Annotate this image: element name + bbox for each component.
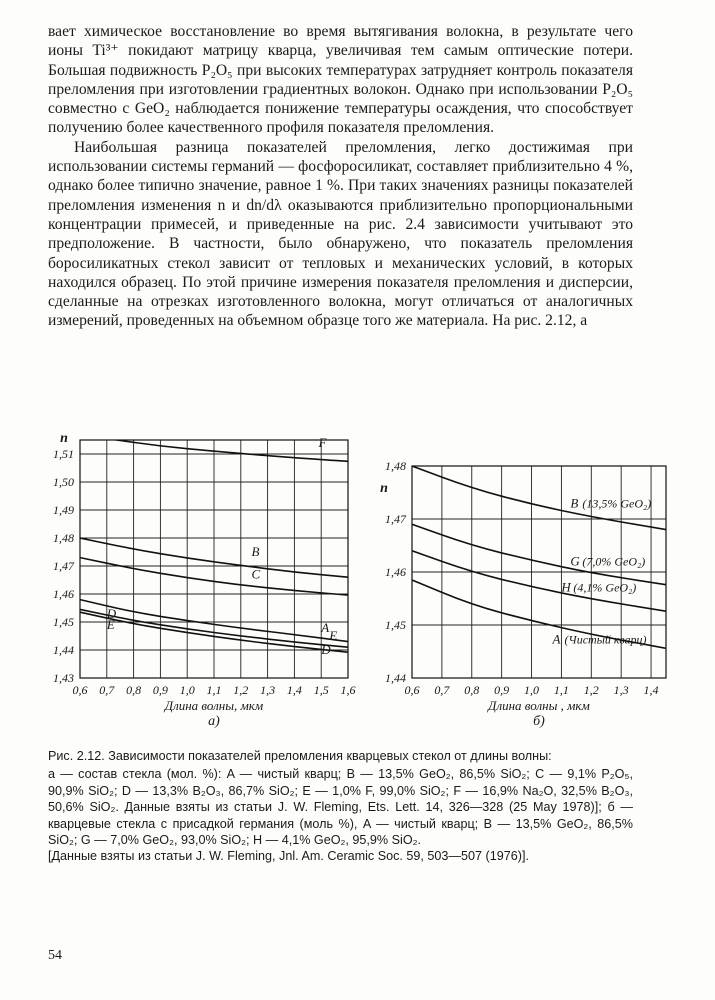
y-axis-label: n: [60, 431, 68, 446]
series-label-C: C: [251, 566, 261, 582]
y-tick-label: 1,51: [53, 447, 74, 461]
x-tick-label: 0,7: [99, 683, 115, 697]
series-label-B: B: [251, 544, 260, 560]
series-annotation-B: (13,5% GeO₂): [582, 496, 652, 511]
x-tick-label: 0,9: [152, 683, 168, 697]
series-label-E-left: E: [106, 617, 115, 632]
series-label-B: B: [570, 495, 579, 511]
x-tick-label: 1,4: [286, 683, 302, 697]
chart-b: [370, 428, 670, 738]
y-tick-label: 1,48: [53, 531, 74, 545]
y-tick-label: 1,47: [53, 559, 74, 573]
series-label-D-left: D: [106, 605, 117, 621]
panel-label: а): [208, 714, 220, 729]
x-tick-label: 0,7: [434, 683, 450, 697]
x-tick-label: 0,8: [464, 683, 480, 697]
x-tick-label: 1,3: [613, 683, 629, 697]
x-tick-label: 1,2: [233, 683, 249, 697]
x-tick-label: 1,5: [313, 683, 329, 697]
series-label-F: F: [318, 435, 327, 450]
y-axis-label: n: [380, 481, 388, 496]
x-tick-label: 0,8: [126, 683, 142, 697]
y-tick-label: 1,47: [385, 512, 406, 526]
x-tick-label: 0,6: [72, 683, 88, 697]
x-tick-label: 1,6: [340, 683, 356, 697]
figure-caption: [48, 748, 633, 865]
series-line-F: [107, 439, 348, 462]
x-tick-label: 1,4: [643, 683, 659, 697]
series-label-A: A: [321, 619, 330, 635]
caption-title: Рис. 2.12. Зависимости показателей преломления кварцевых стекол от длины волны:: [48, 749, 552, 763]
series-annotation-G: (7,0% GeO₂): [582, 554, 646, 569]
chart-a: [0, 428, 360, 738]
body-text: [48, 22, 633, 331]
figure-2-12: [0, 428, 715, 748]
x-axis-label: Длина волны , мкм: [488, 698, 590, 713]
caption-text: а — состав стекла (мол. %): A — чистый кварц; B — 13,5% GeO₂, 86,5% SiO₂; C — 9,1% P₂O₅, 90,9% SiO₂; D — 13,3% B₂O₃, 86,7% SiO₂; E — 1,0% F, 99,0% SiO₂; F — 16,9% Na₂O, 32,5% B₂O₃, 50,6% SiO₂. Данные взяты из статьи J. W. Fleming, Ets. Lett. 14, 326—328 (25 May 1978)]; б — кварцевые стекла с присадкой германия (моль %), A — чистый кварц; B — 13,5% GeO₂, 86,5% SiO₂; G — 7,0% GeO₂, 93,0% SiO₂; H — 4,1% GeO₂, 95,9% SiO₂.: [48, 767, 633, 848]
y-tick-label: 1,49: [53, 503, 74, 517]
x-axis-label: Длина волны, мкм: [164, 698, 264, 713]
y-tick-label: 1,44: [385, 671, 406, 685]
y-tick-label: 1,44: [53, 643, 74, 657]
y-tick-label: 1,46: [53, 587, 74, 601]
series-label-D: D: [321, 642, 331, 658]
x-tick-label: 1,1: [553, 683, 569, 697]
series-annotation-A: (Чистый кварц): [564, 632, 647, 647]
x-tick-label: 1,2: [583, 683, 599, 697]
panel-label: б): [533, 714, 545, 729]
x-tick-label: 0,6: [404, 683, 420, 697]
x-tick-label: 1,3: [260, 683, 276, 697]
x-tick-label: 1,1: [206, 683, 222, 697]
series-label-A: A: [552, 631, 561, 647]
y-tick-label: 1,43: [53, 671, 74, 685]
y-tick-label: 1,50: [53, 475, 74, 489]
series-label-E: E: [329, 628, 338, 644]
paragraph-1: вает химическое восстановление во время вытягивания волокна, в результате чего ионы Ti³⁺ покидают матрицу кварца, увеличивая тем самым оптические потери. Большая подвижность P₂O₅ при высоких температурах затрудняет контроль показателя преломления при изготовлении градиентных волокон. Однако при использовании P₂O₅ совместно с GeO₂ наблюдается понижение температуры осаждения, что способствует получению более качественного профиля показателя преломления.: [48, 23, 633, 137]
paragraph-2: Наибольшая разница показателей преломления, легко достижимая при использовании системы германий — фосфоросиликат, составляет приблизительно 4 %, однако более типично значение, равное 1 %. При таких значениях разницы показателей преломления изменения n и dn/dλ оказываются приблизительно пропорциональными концентрации примесей, и приведенные на рис. 2.4 зависимости учитывают это предположение. В частности, было обнаружено, что показатель преломления боросиликатных стекол зависит от тепловых и механических условий, в которых находился образец. По этой причине измерения показателя преломления и дисперсии, сделанные на отрезках изготовленного волокна, могут отличаться от аналогичных измерений, проведенных на объемном образце того же материала. На рис. 2.12, а: [48, 138, 633, 330]
x-tick-label: 0,9: [494, 683, 510, 697]
series-annotation-H: (4,1% GeO₂): [573, 580, 637, 595]
x-tick-label: 1,0: [179, 683, 195, 697]
page-number: 54: [48, 948, 62, 963]
caption-source: [Данные взяты из статьи J. W. Fleming, Jnl. Am. Ceramic Soc. 59, 503—507 (1976)].: [48, 849, 529, 864]
y-tick-label: 1,46: [385, 565, 406, 579]
x-tick-label: 1,0: [524, 683, 540, 697]
y-tick-label: 1,45: [53, 615, 74, 629]
series-label-H: H: [561, 579, 571, 595]
series-label-G: G: [570, 553, 580, 569]
y-tick-label: 1,45: [385, 618, 406, 632]
y-tick-label: 1,48: [385, 459, 406, 473]
